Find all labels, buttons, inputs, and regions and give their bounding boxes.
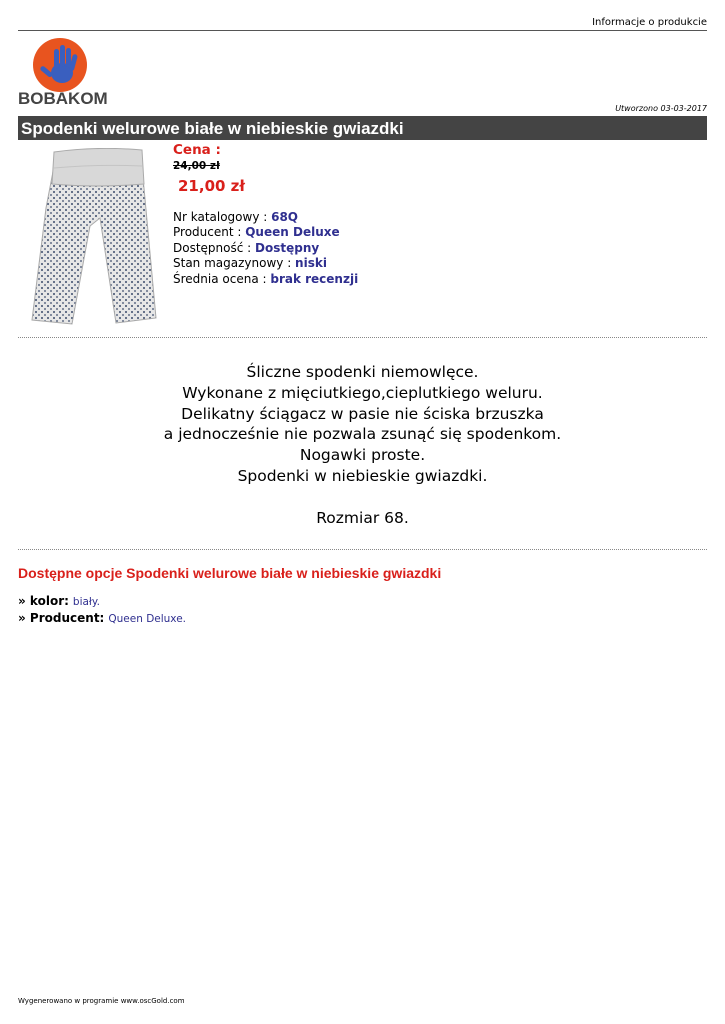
detail-availability: Dostępność : Dostępny	[173, 240, 320, 255]
description-line: Rozmiar 68.	[316, 508, 409, 527]
product-description	[18, 362, 707, 528]
divider	[18, 337, 707, 338]
description-line: a jednocześnie nie pozwala zsunąć się spodenkom.	[163, 425, 562, 444]
logo-text: BOBAKOM	[18, 89, 108, 108]
description-line: Nogawki proste.	[299, 446, 426, 465]
detail-catalog-number: Nr katalogowy : 68Q	[173, 209, 299, 224]
options-list	[18, 594, 186, 627]
detail-rating: Średnia ocena : brak recenzji	[173, 271, 359, 286]
description-line: Delikatny ściągacz w pasie nie ściska brzuszka	[181, 404, 544, 423]
description-line: Wykonane z mięciutkiego,cieplutkiego weluru.	[182, 383, 543, 402]
product-title: Spodenki welurowe białe w niebieskie gwiazdki	[18, 116, 707, 140]
old-price: 24,00 zł	[173, 159, 220, 172]
option-producer: » Producent: Queen Deluxe.	[18, 610, 186, 625]
detail-stock: Stan magazynowy : niski	[173, 256, 327, 270]
section-title: Informacje o produkcie	[592, 17, 707, 28]
new-price: 21,00 zł	[178, 177, 245, 195]
option-color: » kolor: biały.	[18, 594, 100, 608]
product-details	[173, 210, 358, 288]
options-title: Dostępne opcje Spodenki welurowe białe w niebieskie gwiazdki	[18, 565, 442, 581]
product-info	[173, 143, 358, 287]
bobakom-logo	[18, 35, 118, 109]
price-label: Cena :	[173, 142, 221, 158]
divider	[18, 549, 707, 550]
footer: Wygenerowano w programie www.oscGold.com	[18, 997, 185, 1005]
description-line	[18, 487, 707, 508]
description-line: Śliczne spodenki niemowlęce.	[246, 363, 479, 381]
product-image	[28, 148, 163, 326]
created-date: Utworzono 03-03-2017	[615, 104, 707, 113]
header-divider	[18, 30, 707, 31]
description-line: Spodenki w niebieskie gwiazdki.	[237, 466, 488, 485]
detail-producer: Producent : Queen Deluxe	[173, 225, 340, 239]
